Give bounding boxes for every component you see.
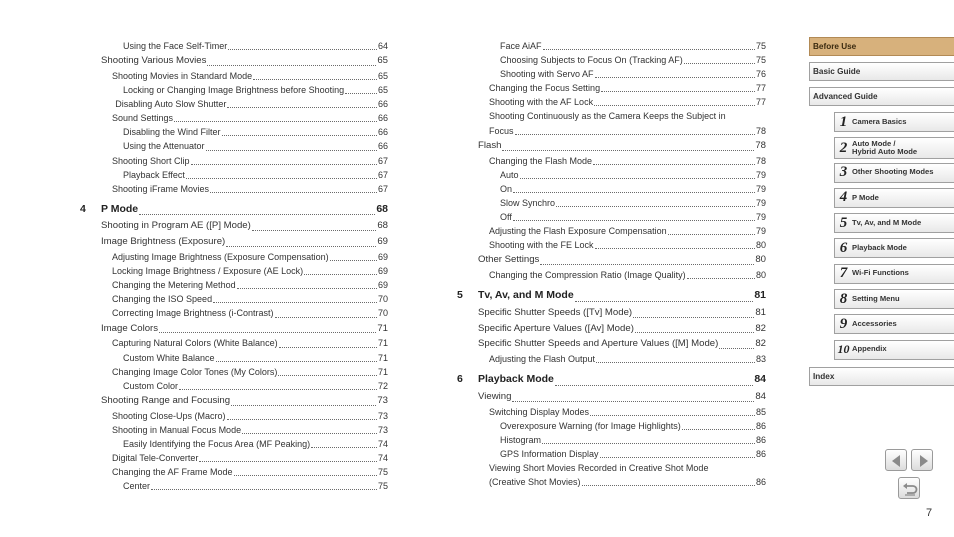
toc-entry[interactable] — [80, 423, 388, 437]
toc-entry-title: Shooting in Program AE ([P] Mode) — [101, 220, 251, 232]
toc-leader-dots — [226, 246, 376, 247]
toc-leader-dots — [253, 79, 377, 80]
toc-entry[interactable] — [80, 393, 388, 409]
arrow-left-icon — [886, 450, 908, 472]
toc-entry[interactable] — [80, 264, 388, 278]
toc-page-number: 74 — [377, 453, 388, 464]
toc-page-number: 84 — [754, 373, 766, 386]
toc-page-number: 69 — [377, 266, 388, 277]
toc-leader-dots — [543, 49, 755, 50]
toc-page-number: 86 — [755, 435, 766, 446]
toc-entry[interactable] — [80, 97, 388, 111]
toc-entry[interactable] — [80, 409, 388, 423]
toc-entry-title: Histogram — [500, 435, 542, 446]
toc-leader-dots — [719, 348, 754, 349]
toc-page-number: 79 — [755, 183, 766, 194]
toc-page-number: 73 — [377, 394, 388, 406]
nav-chapter-label: Camera Basics — [852, 116, 907, 126]
toc-page-number: 86 — [755, 449, 766, 460]
toc-entry[interactable] — [457, 305, 766, 321]
toc-entry-title: Locking Image Brightness / Exposure (AE Lock) — [112, 266, 304, 277]
toc-entry-title: Switching Display Modes — [489, 406, 590, 417]
toc-leader-dots — [234, 475, 377, 476]
toc-page-number: 80 — [755, 254, 766, 266]
toc-page-number: 69 — [377, 252, 388, 263]
toc-chapter-number: 6 — [457, 373, 463, 386]
nav-chapter-label: Playback Mode — [852, 243, 907, 253]
toc-entry-title: Specific Aperture Values ([Av] Mode) — [478, 322, 634, 334]
toc-page-number: 78 — [755, 155, 766, 166]
toc-entry[interactable] — [80, 53, 388, 69]
nav-chapter-8[interactable] — [834, 289, 954, 309]
toc-page-number: 81 — [754, 289, 766, 302]
toc-page-number: 75 — [377, 467, 388, 478]
nav-chapter-9[interactable] — [834, 314, 954, 334]
nav-chapter-4[interactable] — [834, 188, 954, 208]
toc-entry[interactable] — [457, 154, 766, 168]
toc-leader-dots — [593, 164, 755, 165]
toc-leader-dots — [304, 274, 377, 275]
toc-entry[interactable] — [457, 352, 766, 366]
toc-page-number: 65 — [377, 70, 388, 81]
toc-leader-dots — [207, 65, 376, 66]
toc-entry-title: Sound Settings — [112, 113, 174, 124]
toc-leader-dots — [595, 77, 755, 78]
toc-leader-dots — [227, 419, 377, 420]
arrow-right-icon — [912, 450, 934, 472]
toc-page-number: 80 — [755, 270, 766, 281]
toc-page-number: 66 — [377, 99, 388, 110]
toc-page-number: 65 — [377, 85, 388, 96]
toc-page-number: 67 — [377, 183, 388, 194]
toc-entry-title: Shooting Range and Focusing — [101, 394, 231, 406]
nav-chapter-6[interactable] — [834, 238, 954, 258]
toc-page-number: 70 — [377, 294, 388, 305]
toc-leader-dots — [596, 362, 755, 363]
toc-entry[interactable] — [80, 306, 388, 320]
chapter-number-icon: 5 — [839, 214, 848, 231]
toc-entry[interactable] — [457, 475, 766, 489]
toc-entry[interactable] — [457, 95, 766, 109]
toc-column-left — [80, 39, 388, 493]
toc-leader-dots — [206, 150, 377, 151]
toc-page-number: 80 — [755, 240, 766, 251]
nav-chapter-label: Wi-Fi Functions — [852, 268, 909, 278]
toc-entry[interactable] — [80, 437, 388, 451]
toc-entry-title: Custom Color — [123, 380, 179, 391]
toc-entry[interactable] — [457, 67, 766, 81]
toc-entry[interactable] — [457, 252, 766, 268]
toc-leader-dots — [633, 317, 754, 318]
toc-leader-dots — [601, 91, 755, 92]
toc-entry[interactable] — [80, 479, 388, 493]
toc-entry-title: Viewing Short Movies Recorded in Creative Shot Mode — [489, 463, 709, 474]
toc-entry-title: Flash — [478, 139, 502, 151]
toc-entry-title: Other Settings — [478, 254, 540, 266]
toc-page-number: 76 — [755, 69, 766, 80]
toc-entry[interactable] — [80, 250, 388, 264]
toc-entry[interactable] — [457, 196, 766, 210]
toc-entry[interactable] — [457, 39, 766, 53]
nav-chapter-5[interactable] — [834, 213, 954, 233]
toc-entry-title: Shooting with Servo AF — [500, 69, 594, 80]
toc-leader-dots — [512, 401, 754, 402]
toc-leader-dots — [600, 457, 755, 458]
toc-entry-title: Shooting in Manual Focus Mode — [112, 424, 242, 435]
nav-chapter-label: Other Shooting Modes — [852, 167, 934, 177]
toc-entry-title: Custom White Balance — [123, 352, 215, 363]
toc-entry[interactable] — [457, 53, 766, 67]
toc-entry-title: Shooting Continuously as the Camera Keeps the Subject in — [489, 111, 726, 122]
toc-entry[interactable] — [80, 182, 388, 196]
next-page-button[interactable] — [911, 449, 933, 471]
toc-entry[interactable] — [457, 182, 766, 196]
nav-chapter-label: P Mode — [852, 192, 879, 202]
toc-page-number: 69 — [377, 236, 388, 248]
toc-entry[interactable] — [80, 292, 388, 306]
toc-leader-dots — [520, 178, 755, 179]
toc-leader-dots — [502, 150, 754, 151]
toc-page-number: 78 — [755, 125, 766, 136]
toc-entry-title: Shooting iFrame Movies — [112, 183, 210, 194]
toc-entry-title: Shooting with the FE Lock — [489, 240, 594, 251]
toc-entry-title: Locking or Changing Image Brightness before Shooting — [123, 85, 345, 96]
toc-page-number: 70 — [377, 308, 388, 319]
toc-leader-dots — [311, 447, 377, 448]
toc-leader-dots — [575, 301, 754, 302]
toc-entry-title: Tv, Av, and M Mode — [478, 289, 574, 302]
toc-page-number: 82 — [755, 338, 766, 350]
toc-entry[interactable] — [457, 461, 766, 475]
toc-entry-title: Changing the ISO Speed — [112, 294, 213, 305]
toc-entry[interactable] — [457, 210, 766, 224]
toc-entry-title: Adjusting Image Brightness (Exposure Compensation) — [112, 252, 329, 263]
toc-page-number: 79 — [755, 197, 766, 208]
nav-chapter-7[interactable] — [834, 264, 954, 284]
toc-entry[interactable] — [457, 124, 766, 138]
toc-page-number: 85 — [755, 406, 766, 417]
toc-entry[interactable] — [80, 278, 388, 292]
toc-leader-dots — [278, 375, 377, 376]
toc-page-number: 75 — [755, 41, 766, 51]
toc-entry[interactable] — [80, 139, 388, 153]
toc-chapter-entry[interactable] — [457, 287, 766, 305]
toc-page-number: 77 — [755, 83, 766, 94]
toc-leader-dots — [582, 485, 755, 486]
nav-basic-guide[interactable]: Basic Guide — [809, 62, 954, 81]
page-number: 7 — [926, 507, 933, 519]
toc-page-number: 71 — [377, 366, 388, 377]
toc-leader-dots — [513, 192, 755, 193]
toc-entry[interactable] — [457, 168, 766, 182]
toc-chapter-number: 5 — [457, 289, 463, 302]
toc-leader-dots — [279, 347, 377, 348]
toc-page-number: 83 — [755, 354, 766, 365]
toc-column-right — [457, 39, 766, 489]
toc-page-number: 75 — [755, 55, 766, 66]
toc-entry-title: Shooting Various Movies — [101, 55, 207, 67]
toc-page-number: 69 — [377, 280, 388, 291]
toc-entry-title: Specific Shutter Speeds and Aperture Values ([M] Mode) — [478, 338, 719, 350]
toc-leader-dots — [216, 361, 377, 362]
toc-entry-title: Overexposure Warning (for Image Highlights) — [500, 420, 681, 431]
toc-leader-dots — [227, 107, 377, 108]
toc-entry[interactable] — [80, 451, 388, 465]
toc-page-number: 67 — [377, 169, 388, 180]
toc-entry[interactable] — [457, 268, 766, 282]
toc-entry-title: P Mode — [101, 202, 139, 215]
nav-advanced-guide[interactable]: Advanced Guide — [809, 87, 954, 106]
toc-entry-title: Choosing Subjects to Focus On (Tracking AF) — [500, 55, 683, 66]
nav-chapter-1[interactable] — [834, 112, 954, 132]
toc-leader-dots — [174, 121, 377, 122]
toc-chapter-entry[interactable] — [457, 371, 766, 389]
nav-chapter-10[interactable] — [834, 340, 954, 360]
toc-page-number: 72 — [377, 380, 388, 391]
return-button[interactable] — [898, 477, 920, 499]
toc-page-number: 78 — [755, 139, 766, 151]
toc-entry[interactable] — [80, 234, 388, 250]
toc-page-number: 64 — [377, 41, 388, 51]
nav-chapter-2[interactable] — [834, 137, 954, 159]
toc-entry-title: Focus — [489, 125, 514, 136]
toc-entry[interactable] — [80, 39, 388, 53]
toc-entry-title: Image Colors — [101, 322, 159, 334]
toc-entry[interactable] — [457, 224, 766, 238]
toc-leader-dots — [687, 278, 755, 279]
toc-leader-dots — [345, 93, 377, 94]
toc-leader-dots — [515, 134, 755, 135]
toc-page-number: 65 — [377, 55, 388, 67]
toc-entry-title: Image Brightness (Exposure) — [101, 236, 226, 248]
toc-entry-title: Specific Shutter Speeds ([Tv] Mode) — [478, 306, 633, 318]
toc-entry[interactable] — [457, 447, 766, 461]
toc-entry-title: Changing the Flash Mode — [489, 155, 593, 166]
toc-entry-title: Shooting Short Clip — [112, 155, 190, 166]
chapter-number-icon: 1 — [839, 113, 848, 130]
nav-chapter-label: Appendix — [852, 344, 887, 354]
toc-page-number: 79 — [755, 226, 766, 237]
toc-leader-dots — [151, 489, 377, 490]
toc-leader-dots — [684, 63, 755, 64]
nav-before-use[interactable]: Before Use — [809, 37, 954, 56]
toc-entry[interactable] — [80, 336, 388, 350]
toc-page-number: 77 — [755, 97, 766, 108]
toc-entry[interactable] — [80, 218, 388, 234]
toc-entry-title: Changing Image Color Tones (My Colors) — [112, 366, 278, 377]
toc-entry[interactable] — [80, 321, 388, 337]
toc-entry-title: Capturing Natural Colors (White Balance) — [112, 338, 278, 349]
toc-leader-dots — [594, 105, 755, 106]
toc-entry[interactable] — [457, 138, 766, 154]
toc-entry[interactable] — [80, 111, 388, 125]
toc-leader-dots — [231, 405, 376, 406]
toc-entry[interactable] — [457, 238, 766, 252]
toc-entry[interactable] — [457, 433, 766, 447]
toc-entry[interactable] — [457, 336, 766, 352]
toc-leader-dots — [330, 260, 377, 261]
toc-entry[interactable] — [457, 405, 766, 419]
toc-page-number: 68 — [376, 202, 388, 215]
toc-entry-title: Changing the Focus Setting — [489, 83, 601, 94]
toc-entry-title: Disabling Auto Slow Shutter — [115, 99, 227, 110]
prev-page-button[interactable] — [885, 449, 907, 471]
return-icon — [899, 478, 921, 500]
toc-page-number: 79 — [755, 169, 766, 180]
toc-page-number: 73 — [377, 424, 388, 435]
toc-leader-dots — [159, 332, 376, 333]
toc-leader-dots — [513, 220, 755, 221]
toc-entry-title: Center — [123, 481, 151, 492]
toc-entry-title: Changing the Metering Method — [112, 280, 236, 291]
toc-entry-title: Using the Face Self-Timer — [123, 41, 228, 51]
toc-entry[interactable] — [80, 351, 388, 365]
toc-leader-dots — [186, 178, 377, 179]
toc-page-number: 71 — [377, 322, 388, 334]
nav-chapter-label: Setting Menu — [852, 293, 900, 303]
toc-entry[interactable] — [80, 69, 388, 83]
chapter-number-icon: 8 — [839, 290, 848, 307]
toc-entry[interactable] — [80, 154, 388, 168]
toc-page-number: 75 — [377, 481, 388, 492]
toc-chapter-entry[interactable] — [80, 201, 388, 219]
nav-chapter-list — [809, 112, 954, 360]
toc-entry[interactable] — [80, 365, 388, 379]
toc-leader-dots — [210, 192, 377, 193]
toc-page-number: 66 — [377, 113, 388, 124]
toc-entry-title: GPS Information Display — [500, 449, 599, 460]
nav-chapter-label: Accessories — [852, 319, 897, 329]
toc-leader-dots — [222, 135, 377, 136]
toc-page-number: 68 — [377, 220, 388, 232]
toc-leader-dots — [252, 230, 376, 231]
toc-page-number: 67 — [377, 155, 388, 166]
toc-entry-title: Shooting with the AF Lock — [489, 97, 594, 108]
toc-page-number: 84 — [755, 390, 766, 402]
toc-entry[interactable] — [80, 168, 388, 182]
toc-page-number: 79 — [755, 211, 766, 222]
nav-chapter-label: Tv, Av, and M Mode — [852, 217, 922, 227]
toc-entry-title: Correcting Image Brightness (i-Contrast) — [112, 308, 274, 319]
toc-entry-title: On — [500, 183, 513, 194]
toc-entry-title: Playback Effect — [123, 169, 185, 180]
chapter-number-icon: 7 — [839, 265, 848, 282]
toc-entry-title: Changing the AF Frame Mode — [112, 467, 233, 478]
toc-entry-title: Adjusting the Flash Output — [489, 354, 596, 365]
toc-entry-title: Auto — [500, 169, 519, 180]
toc-entry[interactable] — [457, 389, 766, 405]
toc-entry-title: Adjusting the Flash Exposure Compensation — [489, 226, 667, 237]
toc-entry[interactable] — [80, 125, 388, 139]
toc-entry[interactable] — [457, 109, 766, 123]
toc-entry[interactable] — [457, 81, 766, 95]
toc-page-number: 66 — [377, 127, 388, 138]
toc-page-number: 86 — [755, 477, 766, 488]
toc-entry-title: Viewing — [478, 390, 512, 402]
chapter-number-icon: 9 — [839, 315, 848, 332]
toc-leader-dots — [213, 302, 377, 303]
toc-entry-title: Disabling the Wind Filter — [123, 127, 221, 138]
toc-chapter-number: 4 — [80, 202, 86, 215]
toc-leader-dots — [556, 206, 755, 207]
toc-entry-title: Face AiAF — [500, 41, 542, 51]
toc-leader-dots — [191, 164, 377, 165]
toc-page-number: 82 — [755, 322, 766, 334]
toc-entry-title: Shooting Movies in Standard Mode — [112, 70, 253, 81]
toc-leader-dots — [595, 248, 755, 249]
toc-page-number: 74 — [377, 438, 388, 449]
toc-page-number: 81 — [755, 306, 766, 318]
toc-leader-dots — [228, 49, 377, 50]
chapter-number-icon: 10 — [837, 342, 850, 357]
toc-leader-dots — [242, 433, 377, 434]
toc-leader-dots — [199, 461, 377, 462]
section-navigation — [809, 37, 954, 392]
chapter-number-icon: 6 — [839, 239, 848, 256]
chapter-number-icon: 3 — [839, 164, 848, 181]
chapter-number-icon: 4 — [839, 189, 848, 206]
toc-leader-dots — [275, 317, 377, 318]
toc-leader-dots — [555, 385, 753, 386]
toc-leader-dots — [635, 332, 754, 333]
toc-leader-dots — [682, 429, 755, 430]
toc-leader-dots — [590, 415, 755, 416]
toc-entry-title: Using the Attenuator — [123, 141, 205, 152]
toc-entry-title: Changing the Compression Ratio (Image Quality) — [489, 270, 686, 281]
toc-entry[interactable] — [80, 83, 388, 97]
toc-entry[interactable] — [80, 379, 388, 393]
toc-entry-title: Slow Synchro — [500, 197, 556, 208]
toc-entry[interactable] — [80, 465, 388, 479]
toc-page-number: 73 — [377, 410, 388, 421]
toc-page-number: 86 — [755, 420, 766, 431]
nav-chapter-3[interactable] — [834, 163, 954, 183]
toc-entry[interactable] — [457, 419, 766, 433]
toc-entry-title: (Creative Shot Movies) — [489, 477, 581, 488]
nav-chapter-label: Auto Mode / Hybrid Auto Mode — [852, 138, 918, 157]
toc-entry-title: Easily Identifying the Focus Area (MF Peaking) — [123, 438, 311, 449]
toc-leader-dots — [179, 389, 377, 390]
chapter-number-icon: 2 — [839, 139, 848, 156]
toc-leader-dots — [237, 288, 377, 289]
toc-leader-dots — [668, 234, 755, 235]
toc-entry-title: Playback Mode — [478, 373, 554, 386]
toc-page-number: 71 — [377, 352, 388, 363]
toc-page-number: 66 — [377, 141, 388, 152]
nav-index[interactable]: Index — [809, 367, 954, 386]
toc-entry-title: Digital Tele-Converter — [112, 453, 199, 464]
toc-entry[interactable] — [457, 321, 766, 337]
toc-entry-title: Shooting Close-Ups (Macro) — [112, 410, 226, 421]
toc-entry-title: Off — [500, 211, 512, 222]
toc-page-number: 71 — [377, 338, 388, 349]
toc-leader-dots — [540, 264, 754, 265]
toc-leader-dots — [139, 214, 375, 215]
toc-leader-dots — [542, 443, 755, 444]
